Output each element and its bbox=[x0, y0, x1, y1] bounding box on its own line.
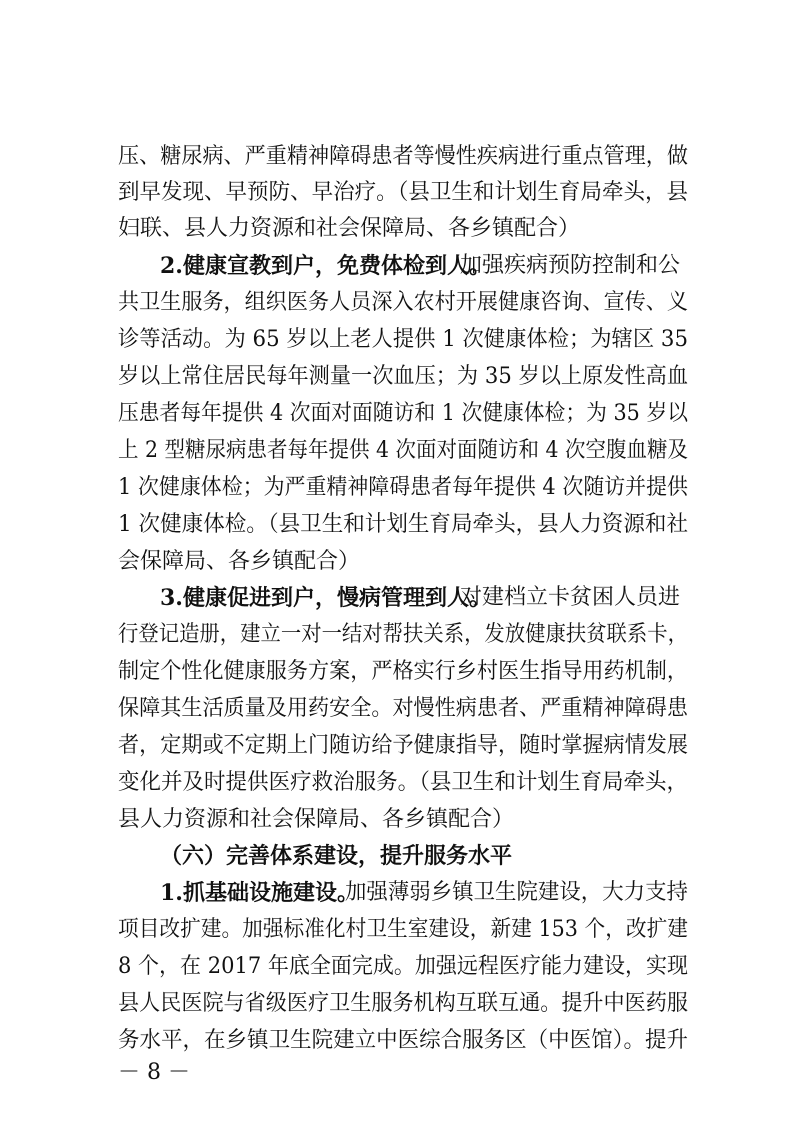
text-line bbox=[0, 618, 793, 652]
text: 行登记造册，建立一对一结对帮扶关系，发放健康扶贫联系卡， bbox=[118, 622, 688, 647]
text: 制定个性化健康服务方案，严格实行乡村医生指导用药机制， bbox=[118, 659, 688, 684]
text: 岁以上常住居民每年测量一次血压；为 35 岁以上原发性高血 bbox=[118, 364, 688, 389]
text-line bbox=[0, 434, 793, 468]
text: 项目改扩建。加强标准化村卫生室建设，新建 153 个，改扩建 bbox=[118, 917, 688, 942]
text-line bbox=[0, 471, 793, 505]
text: 加强疾病预防控制和公 bbox=[460, 253, 681, 278]
text-line bbox=[0, 987, 793, 1021]
text-line bbox=[0, 950, 793, 984]
text-line bbox=[0, 323, 793, 357]
text: 加强薄弱乡镇卫生院建设，大力支持 bbox=[345, 880, 688, 905]
text-line bbox=[0, 729, 793, 763]
text: 共卫生服务，组织医务人员深入农村开展健康咨询、宣传、义 bbox=[118, 290, 688, 315]
text-line bbox=[0, 545, 793, 579]
text: 1 次健康体检。（县卫生和计划生育局牵头，县人力资源和社 bbox=[118, 512, 688, 537]
page-number: － 8 － bbox=[118, 1060, 190, 1085]
text-line bbox=[0, 508, 793, 542]
text: 1 次健康体检；为严重精神障碍患者每年提供 4 次随访并提供 bbox=[118, 475, 688, 500]
section-heading: （六）完善体系建设，提升服务水平 bbox=[160, 843, 513, 869]
text: 到早发现、早预防、早治疗。（县卫生和计划生育局牵头，县 bbox=[118, 180, 688, 205]
item2-first-line bbox=[0, 249, 793, 283]
text: 务水平，在乡镇卫生院建立中医综合服务区（中医馆）。提升 bbox=[118, 1028, 688, 1053]
text: 上 2 型糖尿病患者每年提供 4 次面对面随访和 4 次空腹血糖及 bbox=[118, 438, 688, 463]
item3-first-line bbox=[0, 581, 793, 615]
text: 保障其生活质量及用药安全。对慢性病患者、严重精神障碍患 bbox=[118, 696, 688, 721]
text: 诊等活动。为 65 岁以上老人提供 1 次健康体检；为辖区 35 bbox=[118, 327, 688, 352]
item3-heading: 3.健康促进到户，慢病管理到人。 bbox=[160, 585, 491, 611]
text-line bbox=[0, 766, 793, 800]
text-line bbox=[0, 655, 793, 689]
text-line bbox=[0, 212, 793, 246]
text: 8 个，在 2017 年底全面完成。加强远程医疗能力建设，实现 bbox=[118, 954, 688, 979]
section-heading-line bbox=[0, 839, 793, 873]
text: 者，定期或不定期上门随访给予健康指导，随时掌握病情发展 bbox=[118, 733, 688, 758]
text: 妇联、县人力资源和社会保障局、各乡镇配合） bbox=[118, 216, 581, 241]
text: 县人民医院与省级医疗卫生服务机构互联互通。提升中医药服 bbox=[118, 991, 688, 1016]
text-line bbox=[0, 803, 793, 837]
item6-1-first-line bbox=[0, 876, 793, 910]
text: 会保障局、各乡镇配合） bbox=[118, 549, 361, 574]
text-line bbox=[0, 286, 793, 320]
text: 变化并及时提供医疗救治服务。（县卫生和计划生育局牵头， bbox=[118, 770, 688, 795]
text-line bbox=[0, 140, 793, 174]
item2-heading: 2.健康宣教到户，免费体检到人。 bbox=[160, 253, 491, 279]
text-line bbox=[0, 176, 793, 210]
text-line bbox=[0, 913, 793, 947]
text: 压、糖尿病、严重精神障碍患者等慢性疾病进行重点管理，做 bbox=[118, 144, 688, 169]
item6-1-heading: 1.抓基础设施建设。 bbox=[160, 880, 359, 906]
text: 县人力资源和社会保障局、各乡镇配合） bbox=[118, 807, 515, 832]
text: 压患者每年提供 4 次面对面随访和 1 次健康体检；为 35 岁以 bbox=[118, 401, 688, 426]
text: 对建档立卡贫困人员进 bbox=[460, 585, 681, 610]
text-line bbox=[0, 360, 793, 394]
text-line bbox=[0, 397, 793, 431]
text-line bbox=[0, 1024, 793, 1058]
text-line bbox=[0, 692, 793, 726]
